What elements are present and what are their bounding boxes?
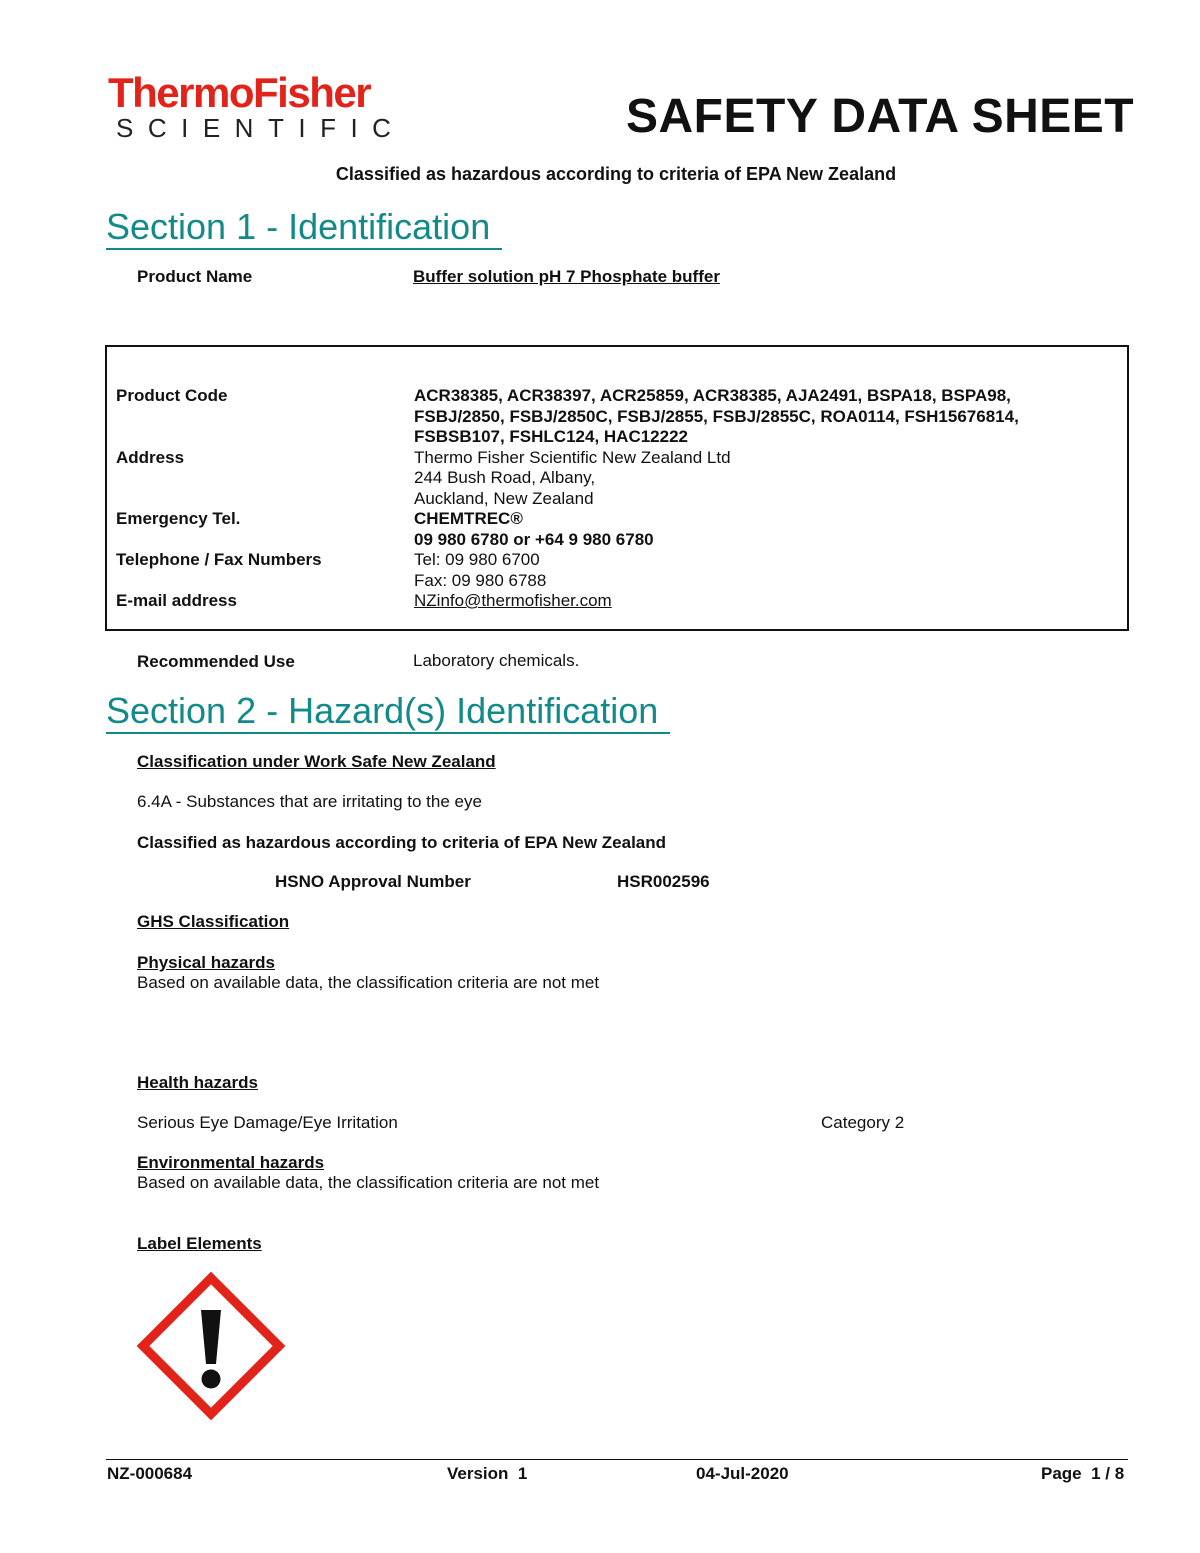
ghs-heading: GHS Classification xyxy=(137,912,290,931)
product-code-line: ACR38385, ACR38397, ACR25859, ACR38385, AJA2491, BSPA18, BSPA98, xyxy=(414,386,1011,405)
identification-table xyxy=(116,386,1054,612)
section-1-heading: Section 1 - Identification xyxy=(106,206,502,250)
hsno-value: HSR002596 xyxy=(617,872,710,891)
footer-doc-number: NZ-000684 xyxy=(107,1464,193,1483)
physical-hazards-text: Based on available data, the classification criteria are not met xyxy=(137,973,600,992)
ghs-exclamation-mark-icon xyxy=(137,1272,285,1420)
address-row xyxy=(116,448,1054,510)
environmental-hazards-heading: Environmental hazards xyxy=(137,1153,325,1172)
product-code-value xyxy=(414,386,1054,448)
classified-text: Classified as hazardous according to criteria of EPA New Zealand xyxy=(137,833,667,852)
product-code-label: Product Code xyxy=(116,386,228,405)
section-2-heading: Section 2 - Hazard(s) Identification xyxy=(106,690,670,734)
emergency-line: 09 980 6780 or +64 9 980 6780 xyxy=(414,529,654,549)
worksafe-heading: Classification under Work Safe New Zealand xyxy=(137,752,496,771)
telfax-label: Telephone / Fax Numbers xyxy=(116,550,322,569)
product-code-row xyxy=(116,386,1054,448)
email-row xyxy=(116,591,1054,612)
classified-banner: Classified as hazardous according to criteria of EPA New Zealand xyxy=(335,164,897,184)
email-link[interactable]: NZinfo@thermofisher.com xyxy=(414,591,612,610)
telfax-value xyxy=(414,550,1054,591)
emergency-row xyxy=(116,509,1054,550)
environmental-hazards-text: Based on available data, the classification criteria are not met xyxy=(137,1173,600,1192)
telfax-line: Fax: 09 980 6788 xyxy=(414,570,547,590)
footer-divider xyxy=(106,1459,1128,1460)
emergency-line: CHEMTREC® xyxy=(414,509,523,528)
footer-date: 04-Jul-2020 xyxy=(696,1464,789,1483)
health-hazards-heading: Health hazards xyxy=(137,1073,258,1092)
telfax-line: Tel: 09 980 6700 xyxy=(414,550,540,569)
address-line: Auckland, New Zealand xyxy=(414,488,594,508)
recommended-use-label: Recommended Use xyxy=(137,652,295,671)
brand-logo-wordmark: ThermoFisher xyxy=(108,69,371,116)
product-code-line: FSBJ/2850, FSBJ/2850C, FSBJ/2855, FSBJ/2855C, ROA0114, FSH15676814, xyxy=(414,406,1019,426)
footer-version: Version 1 xyxy=(447,1464,528,1483)
address-line: Thermo Fisher Scientific New Zealand Ltd xyxy=(414,447,731,467)
address-label: Address xyxy=(116,447,185,467)
hsno-label: HSNO Approval Number xyxy=(275,872,471,891)
email-label: E-mail address xyxy=(116,591,237,610)
health-hazard-item: Serious Eye Damage/Eye Irritation xyxy=(137,1113,398,1132)
emergency-label: Emergency Tel. xyxy=(116,509,241,528)
health-hazard-category: Category 2 xyxy=(821,1113,905,1132)
address-line: 244 Bush Road, Albany, xyxy=(414,468,596,487)
label-elements-heading: Label Elements xyxy=(137,1234,262,1253)
product-name-value: Buffer solution pH 7 Phosphate buffer xyxy=(413,267,720,286)
recommended-use-value: Laboratory chemicals. xyxy=(413,651,580,670)
worksafe-item: 6.4A - Substances that are irritating to the eye xyxy=(137,792,482,811)
telfax-row xyxy=(116,550,1054,591)
product-code-line: FSBSB107, FSHLC124, HAC12222 xyxy=(414,427,689,446)
physical-hazards-heading: Physical hazards xyxy=(137,953,275,972)
product-name-label: Product Name xyxy=(137,267,253,286)
brand-logo-subtitle: SCIENTIFIC xyxy=(116,113,406,143)
footer-page: Page 1 / 8 xyxy=(1041,1464,1125,1483)
email-value xyxy=(414,591,1054,612)
address-value xyxy=(414,448,1054,510)
document-title: SAFETY DATA SHEET xyxy=(626,90,1135,143)
emergency-value xyxy=(414,509,1054,550)
